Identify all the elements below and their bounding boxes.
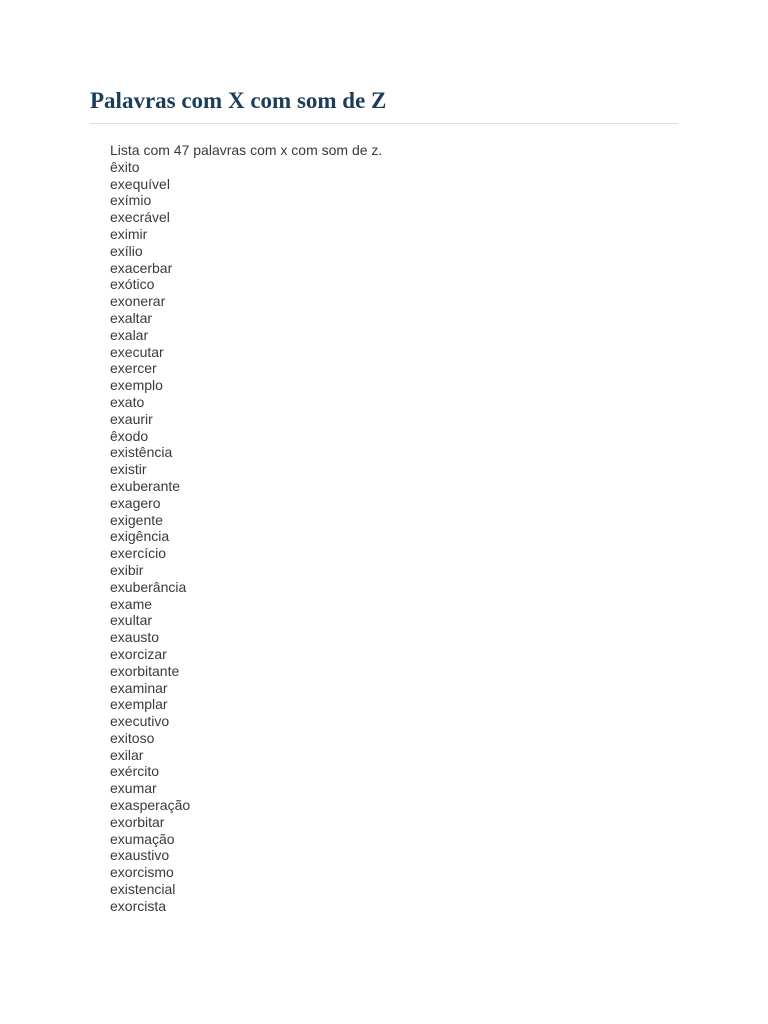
list-item: exorbitar bbox=[110, 813, 165, 830]
list-item: executivo bbox=[110, 713, 170, 730]
list-item: exaustivo bbox=[110, 847, 170, 864]
list-item: exílio bbox=[110, 242, 143, 259]
list-item: exuberante bbox=[110, 477, 181, 494]
list-item: exonerar bbox=[110, 293, 166, 310]
list-item: exemplar bbox=[110, 696, 168, 713]
list-item: exame bbox=[110, 595, 153, 612]
list-item: existencial bbox=[110, 881, 176, 898]
list-item: exaltar bbox=[110, 309, 153, 326]
list-item: exausto bbox=[110, 629, 160, 646]
list-item: exibir bbox=[110, 561, 144, 578]
list-item: exótico bbox=[110, 276, 155, 293]
list-item: exilar bbox=[110, 746, 144, 763]
list-item: exército bbox=[110, 763, 160, 780]
list-item: exagero bbox=[110, 494, 161, 511]
list-item: exuberância bbox=[110, 578, 187, 595]
list-item: exorcizar bbox=[110, 645, 167, 662]
list-item: execrável bbox=[110, 209, 170, 226]
title-divider bbox=[90, 123, 678, 124]
list-item: exasperação bbox=[110, 797, 191, 814]
article-body bbox=[110, 142, 382, 915]
list-item: eximir bbox=[110, 225, 148, 242]
list-item: exumar bbox=[110, 780, 157, 797]
list-item: êxito bbox=[110, 158, 140, 175]
list-item: exemplo bbox=[110, 377, 163, 394]
list-item: exumação bbox=[110, 830, 175, 847]
word-list bbox=[110, 159, 382, 915]
list-item: existência bbox=[110, 444, 173, 461]
list-item: exequível bbox=[110, 175, 170, 192]
page-title: Palavras com X com som de Z bbox=[90, 88, 387, 113]
list-item: exultar bbox=[110, 612, 153, 629]
list-item: exorcista bbox=[110, 897, 167, 914]
list-item: existir bbox=[110, 461, 147, 478]
list-item: exercício bbox=[110, 545, 167, 562]
list-item: exato bbox=[110, 393, 145, 410]
list-item: exalar bbox=[110, 326, 149, 343]
list-item: êxodo bbox=[110, 427, 149, 444]
list-item: executar bbox=[110, 343, 164, 360]
list-item: exercer bbox=[110, 360, 157, 377]
list-item: examinar bbox=[110, 679, 168, 696]
list-item: exaurir bbox=[110, 410, 153, 427]
list-item: exitoso bbox=[110, 729, 155, 746]
list-item: exorcismo bbox=[110, 864, 174, 881]
list-item: exigente bbox=[110, 511, 163, 528]
list-item: exigência bbox=[110, 528, 170, 545]
list-item: exorbitante bbox=[110, 662, 180, 679]
list-item: exacerbar bbox=[110, 259, 173, 276]
intro-text: Lista com 47 palavras com x com som de z. bbox=[110, 142, 383, 158]
list-item: exímio bbox=[110, 192, 152, 209]
